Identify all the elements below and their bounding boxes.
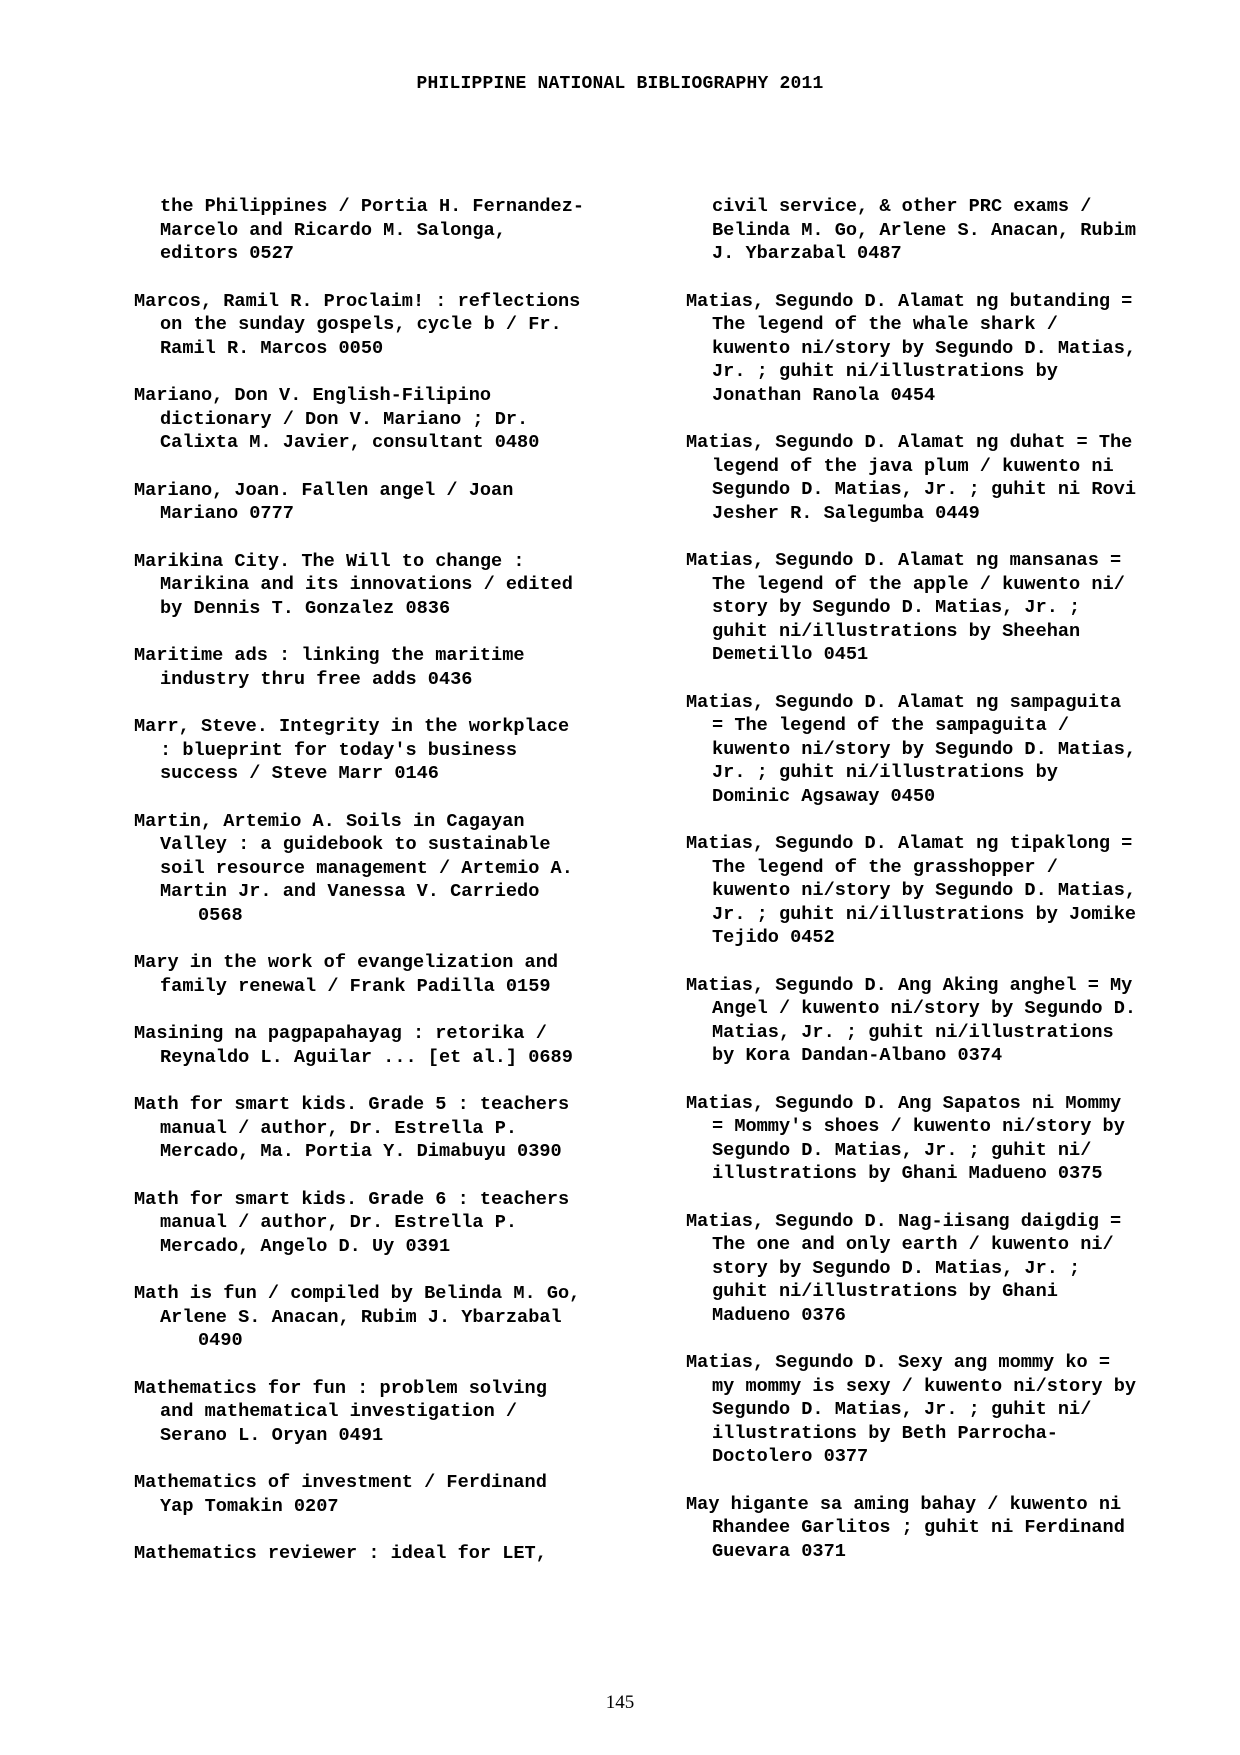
- bibliography-entry: [134, 644, 654, 691]
- entry-line: J. Ybarzabal 0487: [712, 243, 902, 264]
- entry-line: Valley : a guidebook to sustainable: [160, 834, 551, 855]
- bibliography-entry: [686, 195, 1206, 266]
- bibliography-entry: [686, 1092, 1206, 1186]
- left-column: [134, 195, 654, 1566]
- entry-line: Mariano, Joan. Fallen angel / Joan: [134, 479, 514, 501]
- entry-line: legend of the java plum / kuwento ni: [712, 455, 1114, 477]
- entry-line: Mariano, Don V. English-Filipino: [134, 385, 492, 406]
- entry-line: Martin, Artemio A. Soils in Cagayan: [134, 810, 525, 832]
- right-column: [686, 195, 1206, 1563]
- entry-line: illustrations by Beth Parrocha-: [712, 1422, 1058, 1444]
- bibliography-entry: [686, 549, 1206, 667]
- entry-line: family renewal / Frank Padilla 0159: [160, 975, 551, 997]
- entry-line: Matias, Segundo D. Sexy ang mommy ko =: [686, 1352, 1111, 1373]
- entry-line: story by Segundo D. Matias, Jr. ;: [712, 1257, 1081, 1279]
- entry-line: The one and only earth / kuwento ni/: [712, 1234, 1114, 1255]
- entry-line: Matias, Segundo D. Alamat ng mansanas =: [686, 550, 1122, 571]
- entry-line: Angel / kuwento ni/story by Segundo D.: [712, 998, 1137, 1019]
- entry-line: illustrations by Ghani Madueno 0375: [712, 1163, 1103, 1184]
- entry-line: Ramil R. Marcos 0050: [160, 337, 384, 359]
- entry-line: The legend of the grasshopper /: [712, 856, 1058, 878]
- bibliography-entry: [134, 1282, 654, 1353]
- bibliography-entry: [134, 479, 654, 526]
- entry-line: industry thru free adds 0436: [160, 668, 473, 690]
- bibliography-entry: [686, 691, 1206, 809]
- entry-line: Mercado, Angelo D. Uy 0391: [160, 1235, 451, 1257]
- entry-line: Marikina City. The Will to change :: [134, 550, 525, 572]
- entry-line: = The legend of the sampaguita /: [712, 715, 1070, 736]
- bibliography-entry: [686, 431, 1206, 525]
- bibliography-entry: [134, 195, 654, 266]
- entry-line: Reynaldo L. Aguilar ... [et al.] 0689: [160, 1046, 573, 1068]
- entry-line: Marr, Steve. Integrity in the workplace: [134, 716, 570, 737]
- entry-line: Marcos, Ramil R. Proclaim! : reflections: [134, 290, 581, 312]
- entry-line: Marcelo and Ricardo M. Salonga,: [160, 219, 506, 241]
- entry-line: Maritime ads : linking the maritime: [134, 645, 525, 666]
- entry-line: my mommy is sexy / kuwento ni/story by: [712, 1375, 1137, 1397]
- entry-line: Matias, Segundo D. Alamat ng butanding =: [686, 290, 1133, 312]
- entry-line: Mary in the work of evangelization and: [134, 952, 559, 973]
- entry-line: Jesher R. Salegumba 0449: [712, 502, 980, 524]
- entry-line: 0490: [198, 1330, 243, 1351]
- entry-line: May higante sa aming bahay / kuwento ni: [686, 1493, 1122, 1515]
- entry-line: Tejido 0452: [712, 927, 835, 948]
- bibliography-entry: [134, 1377, 654, 1448]
- entry-line: manual / author, Dr. Estrella P.: [160, 1117, 518, 1139]
- entry-line: Matias, Jr. ; guhit ni/illustrations: [712, 1021, 1114, 1043]
- entry-line: kuwento ni/story by Segundo D. Matias,: [712, 337, 1137, 359]
- entry-line: Math is fun / compiled by Belinda M. Go,: [134, 1283, 581, 1304]
- entry-line: Doctolero 0377: [712, 1446, 869, 1467]
- bibliography-entry: [686, 974, 1206, 1068]
- entry-line: Rhandee Garlitos ; guhit ni Ferdinand: [712, 1517, 1125, 1538]
- entry-line: Guevara 0371: [712, 1540, 846, 1562]
- entry-line: : blueprint for today's business: [160, 739, 518, 761]
- entry-line: and mathematical investigation /: [160, 1401, 518, 1422]
- entry-line: Mathematics reviewer : ideal for LET,: [134, 1543, 547, 1564]
- entry-line: The legend of the whale shark /: [712, 314, 1058, 335]
- bibliography-entry: [686, 1210, 1206, 1328]
- bibliography-entry: [686, 1351, 1206, 1469]
- entry-line: kuwento ni/story by Segundo D. Matias,: [712, 738, 1137, 760]
- entry-line: by Dennis T. Gonzalez 0836: [160, 597, 451, 619]
- entry-line: Matias, Segundo D. Ang Aking anghel = My: [686, 974, 1133, 996]
- entry-line: kuwento ni/story by Segundo D. Matias,: [712, 880, 1137, 901]
- entry-line: Mathematics of investment / Ferdinand: [134, 1472, 547, 1493]
- entry-line: guhit ni/illustrations by Sheehan: [712, 620, 1081, 642]
- bibliography-entry: [686, 290, 1206, 408]
- running-header: PHILIPPINE NATIONAL BIBLIOGRAPHY 2011: [416, 74, 824, 94]
- entry-line: Demetillo 0451: [712, 644, 869, 665]
- entry-line: by Kora Dandan-Albano 0374: [712, 1045, 1003, 1066]
- entry-line: Mercado, Ma. Portia Y. Dimabuyu 0390: [160, 1141, 562, 1162]
- entry-line: Yap Tomakin 0207: [160, 1495, 339, 1517]
- bibliography-entry: [134, 1188, 654, 1259]
- entry-line: 0568: [198, 904, 243, 926]
- entry-line: Matias, Segundo D. Alamat ng tipaklong =: [686, 833, 1133, 854]
- entry-line: success / Steve Marr 0146: [160, 763, 439, 784]
- entry-line: Jr. ; guhit ni/illustrations by: [712, 361, 1058, 382]
- bibliography-entry: [134, 290, 654, 361]
- entry-line: Dominic Agsaway 0450: [712, 785, 936, 807]
- entry-line: the Philippines / Portia H. Fernandez-: [160, 196, 585, 217]
- entry-line: Mathematics for fun : problem solving: [134, 1377, 547, 1399]
- entry-line: Arlene S. Anacan, Rubim J. Ybarzabal: [160, 1306, 562, 1328]
- entry-line: Jr. ; guhit ni/illustrations by Jomike: [712, 903, 1137, 925]
- entry-line: Segundo D. Matias, Jr. ; guhit ni Rovi: [712, 479, 1137, 500]
- entry-line: Belinda M. Go, Arlene S. Anacan, Rubim: [712, 219, 1137, 241]
- entry-line: Segundo D. Matias, Jr. ; guhit ni/: [712, 1139, 1092, 1161]
- entry-line: Matias, Segundo D. Alamat ng duhat = The: [686, 432, 1133, 453]
- bibliography-entry: [134, 550, 654, 621]
- entry-line: Jonathan Ranola 0454: [712, 384, 936, 406]
- entry-line: guhit ni/illustrations by Ghani: [712, 1281, 1058, 1302]
- bibliography-entry: [134, 951, 654, 998]
- entry-line: Math for smart kids. Grade 6 : teachers: [134, 1188, 570, 1210]
- bibliography-entry: [686, 832, 1206, 950]
- entry-line: Calixta M. Javier, consultant 0480: [160, 432, 540, 453]
- entry-line: Segundo D. Matias, Jr. ; guhit ni/: [712, 1399, 1092, 1420]
- entry-line: Matias, Segundo D. Nag-iisang daigdig =: [686, 1210, 1122, 1232]
- entry-line: Matias, Segundo D. Ang Sapatos ni Mommy: [686, 1092, 1122, 1114]
- bibliography-entry: [686, 1493, 1206, 1564]
- entry-line: soil resource management / Artemio A.: [160, 857, 573, 879]
- entry-line: Madueno 0376: [712, 1304, 846, 1326]
- entry-line: Matias, Segundo D. Alamat ng sampaguita: [686, 691, 1122, 713]
- bibliography-entry: [134, 384, 654, 455]
- entry-line: Jr. ; guhit ni/illustrations by: [712, 762, 1058, 783]
- entry-line: Masining na pagpapahayag : retorika /: [134, 1023, 547, 1044]
- entry-line: civil service, & other PRC exams /: [712, 196, 1092, 217]
- page-number: 145: [605, 1692, 635, 1713]
- bibliography-entry: [134, 810, 654, 928]
- entry-line: dictionary / Don V. Mariano ; Dr.: [160, 408, 529, 430]
- entry-line: story by Segundo D. Matias, Jr. ;: [712, 597, 1081, 618]
- bibliography-entry: [134, 1542, 654, 1566]
- bibliography-entry: [134, 715, 654, 786]
- entry-line: The legend of the apple / kuwento ni/: [712, 573, 1125, 595]
- entry-line: Serano L. Oryan 0491: [160, 1424, 384, 1446]
- bibliography-entry: [134, 1471, 654, 1518]
- entry-line: editors 0527: [160, 243, 294, 264]
- bibliography-entry: [134, 1022, 654, 1069]
- entry-line: Mariano 0777: [160, 503, 294, 524]
- entry-line: Martin Jr. and Vanessa V. Carriedo: [160, 881, 540, 902]
- entry-line: Marikina and its innovations / edited: [160, 574, 573, 595]
- entry-line: manual / author, Dr. Estrella P.: [160, 1212, 518, 1233]
- entry-line: Math for smart kids. Grade 5 : teachers: [134, 1094, 570, 1115]
- entry-line: = Mommy's shoes / kuwento ni/story by: [712, 1116, 1125, 1137]
- bibliography-entry: [134, 1093, 654, 1164]
- entry-line: on the sunday gospels, cycle b / Fr.: [160, 314, 562, 335]
